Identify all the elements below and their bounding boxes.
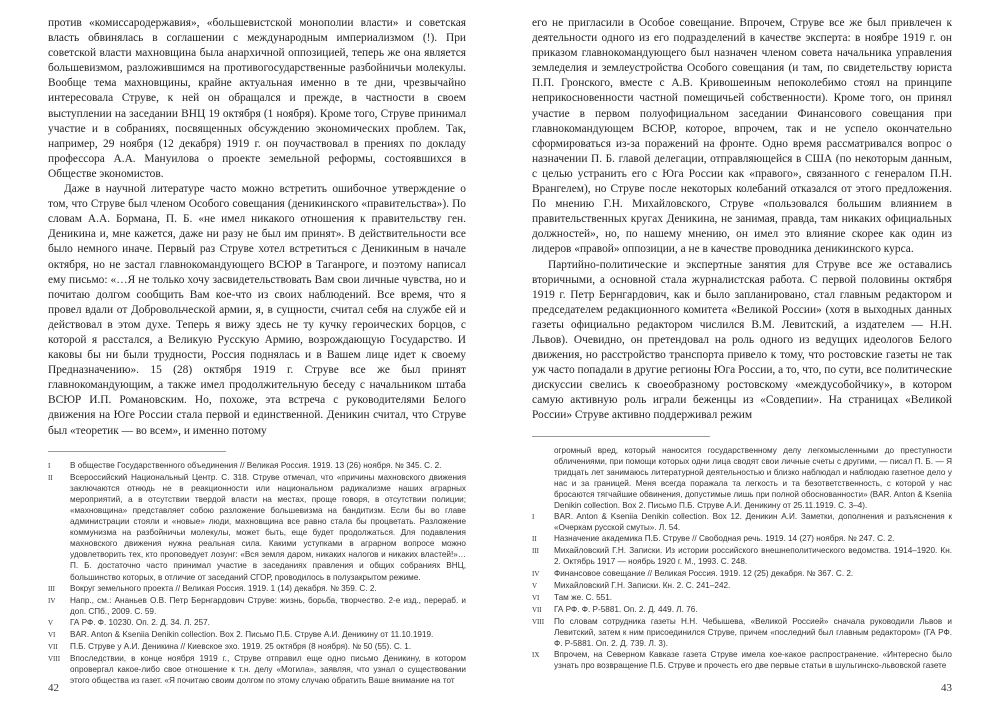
- footnote-marker: VII: [532, 605, 542, 614]
- footnote: [48, 653, 466, 686]
- footnote: [532, 533, 952, 545]
- footnote-text: Михайловский Г.Н. Записки. Из истории российского внешнеполитического ведомства. 1914–1920. Кн. 2. Октябрь 1917 — ноябрь 1920 г. М., 1993. С. 248.: [554, 546, 952, 567]
- footnote-marker: V: [48, 618, 54, 627]
- paragraph: Партийно-политические и экспертные занятия для Струве все же оставались вторичными, а основной стала журналистская работа. С первой половины октября 1919 г. Петр Бернгардович, как и было запланировано, стал главным редактором и председателем редакционного комитета «Великой России» (хотя в выходных данных газеты официально редактором числился В.М. Левитский, а издателем — Н.Н. Львов). Очевидно, он претендовал на роль одного из ведущих идеологов Белого движения, но расстройство транспорта привело к тому, что ростовские газеты не так уж часто попадали в другие регионы Юга России, а то, что, по сути, все политические дискуссии свелись к своеобразному ростовскому «междусобойчику», в котором самую активную роль играли беженцы из «Совдепии». На страницах «Великой России» Струве активно поддерживал режим: [532, 258, 952, 422]
- footnote-marker: VII: [48, 643, 58, 652]
- page-number: 42: [48, 682, 59, 694]
- footnote-text: По словам сотрудника газеты Н.Н. Чебышева, «Великой Россией» сначала руководили Львов и Левитский, затем к ним присоединился Струве, причем «последний был главным редактором» (ГА РФ. Ф. Р-5881. Оп. 2. Д. 739. Л. 3).: [554, 616, 952, 649]
- footnote-marker: VI: [532, 593, 540, 602]
- footnote-marker: V: [532, 581, 538, 590]
- footnotes: [532, 436, 952, 672]
- footnote-marker: VIII: [48, 655, 61, 664]
- footnote: [532, 592, 952, 604]
- footnote-text: Всероссийский Национальный Центр. С. 318. Струве отмечал, что «причины махновского движения заключаются отнюдь не в реакционности или национальном радикализме наших аграрных мероприятий, а в отсутствии твердой власти на местах, проще говоря, в отсутствии полиции; «махновщина» представляет собою разложение большевизма на бандитизм. Если бы во главе администрации стояли и «новые» люди, махновщина все равно стала бы процветать. Разложение коммунизма на разбойничьи молекулы, может быть, еще будет продолжаться. Для подавления махновского движения нужна реальная сила. Какими уступками в аграрном вопросе можно удовлетворить тех, кто проповедует лозунг: «Вся земля даром, никаких налогов и никаких властей!»… П. Б. достаточно часто принимал участие в заседаниях правления и общих собраниях ВНЦ, большинство которых, в отличие от заседаний СГОР, проводилось в полузакрытом режиме.: [70, 472, 466, 582]
- footnote-marker: I: [532, 513, 535, 522]
- footnote-marker: VI: [48, 631, 56, 640]
- footnote-marker: IX: [532, 651, 540, 660]
- footnote: [532, 568, 952, 580]
- footnote: [48, 595, 466, 617]
- main-text: [532, 16, 952, 424]
- footnote-marker: II: [532, 535, 537, 544]
- footnote-rule: [48, 451, 226, 452]
- footnote-text: Напр., см.: Ананьев О.В. Петр Бернгардович Струве: жизнь, борьба, творчество. 2-е изд., перераб. и доп. СПб., 2009. С. 59.: [70, 595, 466, 616]
- footnote: [532, 616, 952, 649]
- right-page: [500, 0, 1000, 706]
- footnote-text: ГА РФ. Ф. 10230. Оп. 2. Д. 34. Л. 257.: [70, 617, 210, 627]
- paragraph: его не пригласили в Особое совещание. Впрочем, Струве все же был привлечен к деятельности одного из его подразделений в качестве эксперта: в ноябре 1919 г. он приказом главнокомандующего был назначен членом совета начальника управления земледелия и землеустройства Особого совещания (и там, по свидетельству юриста П.П. Гронского, вместе с А.В. Кривошеиным непоколебимо стоял на принципе неприкосновенности частной помещичьей собственности). Кроме того, он принял участие в первом полуофициальном заседании Финансового совещания при главнокомандующем ВСЮР, которое, впрочем, так и не успело окончательно сформироваться из-за поражений на фронте. Одно время рассматривался вопрос о назначении П. Б. главой делегации, отправляющейся в США (по некоторым данным, с целью устранить его с Юга России как «правого», связанного с генералом П.Н. Врангелем), но Струве после некоторых колебаний отказался от этого предложения. По мнению Г.Н. Михайловского, Струве «пользовался большим влиянием в правительственных кругах Деникина, не занимая, правда, там никаких официальных должностей», но, по нашему мнению, он имел это влияние скорее как один из лидеров «правой» оппозиции, а не в качестве проводника деникинского курса.: [532, 17, 952, 256]
- footnote-text: В обществе Государственного объединения // Великая Россия. 1919. 13 (26) ноября. № 345. С. 2.: [70, 460, 442, 470]
- footnote-text: Вокруг земельного проекта // Великая Россия. 1919. 1 (14) декабря. № 359. С. 2.: [70, 583, 377, 593]
- footnote: [48, 629, 466, 641]
- footnote-marker: II: [48, 473, 53, 482]
- main-text: [48, 16, 466, 439]
- footnote: [532, 545, 952, 567]
- footnote: [48, 641, 466, 653]
- footnote-text: BAR. Anton & Kseniia Denikin collection. Box 2. Письмо П.Б. Струве А.И. Деникину от 11.10.1919.: [70, 630, 434, 640]
- footnote-marker: IV: [48, 596, 56, 605]
- footnote: [532, 649, 952, 671]
- footnote-text: Михайловский Г.Н. Записки. Кн. 2. С. 241–242.: [554, 580, 731, 590]
- footnote-marker: IV: [532, 569, 540, 578]
- footnote-text: огромный вред, который наносится государственному делу легкомысленными до преступности обличениями, при помощи которых одни лица сводят свои личные счеты с другими, — писал П. Б. — Я тридцать лет занимаюсь литературной деятельностью и близко наблюдал и наблюдаю газетное дело у нас и за границей. Меня всегда поражала та легкость и та безответственность, с которой у нас бросаются тягчайшие обвинения, допустимые лишь при полной обоснованности» (BAR. Anton & Kseniia Denikin collection. Box 2. Письмо П.Б. Струве А.И. Деникину от 25.11.1919. С. 3–4).: [554, 445, 952, 510]
- footnote: [48, 617, 466, 629]
- footnote-marker: III: [48, 584, 55, 593]
- footnote: [48, 583, 466, 595]
- footnotes: [48, 451, 466, 687]
- footnote-text: BAR. Anton & Kseniia Denikin collection. Box 12. Деникин А.И. Заметки, дополнения и разъяснения к «Очеркам русской смуты». Л. 54.: [554, 512, 952, 533]
- paragraph: Даже в научной литературе часто можно встретить ошибочное утверждение о том, что Струве был членом Особого совещания (деникинского «правительства»). По словам А.А. Бормана, П. Б. «не имел никакого отношения к правительству ген. Деникина и, мне кажется, даже ни разу не был им принят». В действительности все было немного иначе. Первый раз Струве хотел встретиться с Деникиным в начале октября, но не застал главнокомандующего ВСЮР в Таганроге, и поэтому написал ему письмо: «…Я не только хочу засвидетельствовать Вам свои личные чувства, но и почитаю долгом сообщить Вам кое-что из своих наблюдений. Все время, что я провел вдали от Добровольческой армии, я, в сущности, считал себя на службе ей и действовал в этом духе. Теперь я вижу здесь не ту кучку героических борцов, с которой я расстался, а Великую Русскую Армию, возрождающую Государство. И каковы бы ни были трудности, Россия поднялась и в Вашем лице идет к своему Предназначению». 15 (28) октября 1919 г. Струве все же был принят главнокомандующим, а также имел продолжительную беседу с начальником штаба ВСЮР И.П. Романовским. Но, похоже, эта встреча с руководителями Белого движения на Юге России стала первой и единственной. Деникин считал, что Струве был «теоретик — во всем», и именно потому: [48, 183, 466, 437]
- footnote: [532, 604, 952, 616]
- footnote-marker: III: [532, 547, 539, 556]
- footnote-text: Впоследствии, в конце ноября 1919 г., Струве отправил еще одно письмо Деникину, в котором опровергал какое-либо свое отношение к т.н. делу «Могила», заявляя, что узнал о существовании этого общества из газет. «Я почитаю своим долгом по этому случаю обратить Ваше внимание на тот: [70, 654, 466, 686]
- footnote-rule: [532, 436, 710, 437]
- footnote: [48, 472, 466, 583]
- footnote-continuation: [532, 445, 952, 512]
- footnote-text: Назначение академика П.Б. Струве // Свободная речь. 1919. 14 (27) ноября. № 247. С. 2.: [554, 534, 895, 544]
- footnote: [532, 511, 952, 533]
- footnote-marker: I: [48, 461, 51, 470]
- footnote-text: Впрочем, на Северном Кавказе газета Струве имела кое-какое распространение. «Интересно было узнать про возвращение П.Б. Струве и прочесть его две первые статьи в шульгинско-львовской газете: [554, 650, 952, 671]
- footnote-text: Финансовое совещание // Великая Россия. 1919. 12 (25) декабря. № 367. С. 2.: [554, 568, 854, 578]
- footnote-marker: VIII: [532, 617, 545, 626]
- paragraph: против «комиссародержавия», «большевистской монополии власти» и советская власть обвинялась в соглашении с международным империализмом (!). При советской власти махновщина была анархичной оппозицией, теперь же она является большевизмом, разложившимся на противогосударственные разбойничьи молекулы. Вообще тема махновщины, крайне актуальная именно в те дни, чрезвычайно интересовала Струве, к ней он обращался и прежде, в частности в своем выступлении на заседании ВНЦ 19 октября (1 ноября). Кроме того, Струве принимал участие и в собраниях, посвященных обсуждению экономических проблем. Так, например, 29 ноября (12 декабря) 1919 г. он поучаствовал в прениях по докладу профессора А.А. Мануилова о проекте земельной реформы, состоявшихся в Обществе экономистов.: [48, 17, 466, 180]
- footnote-text: П.Б. Струве у А.И. Деникина // Киевское эхо. 1919. 25 октября (8 ноября). № 50 (55). С. 1.: [70, 642, 412, 652]
- footnote-text: ГА РФ. Ф. Р-5881. Оп. 2. Д. 449. Л. 76.: [554, 604, 698, 614]
- footnote: [532, 580, 952, 592]
- footnote: [48, 460, 466, 472]
- page-number: 43: [941, 682, 952, 694]
- footnote-text: Там же. С. 551.: [554, 592, 613, 602]
